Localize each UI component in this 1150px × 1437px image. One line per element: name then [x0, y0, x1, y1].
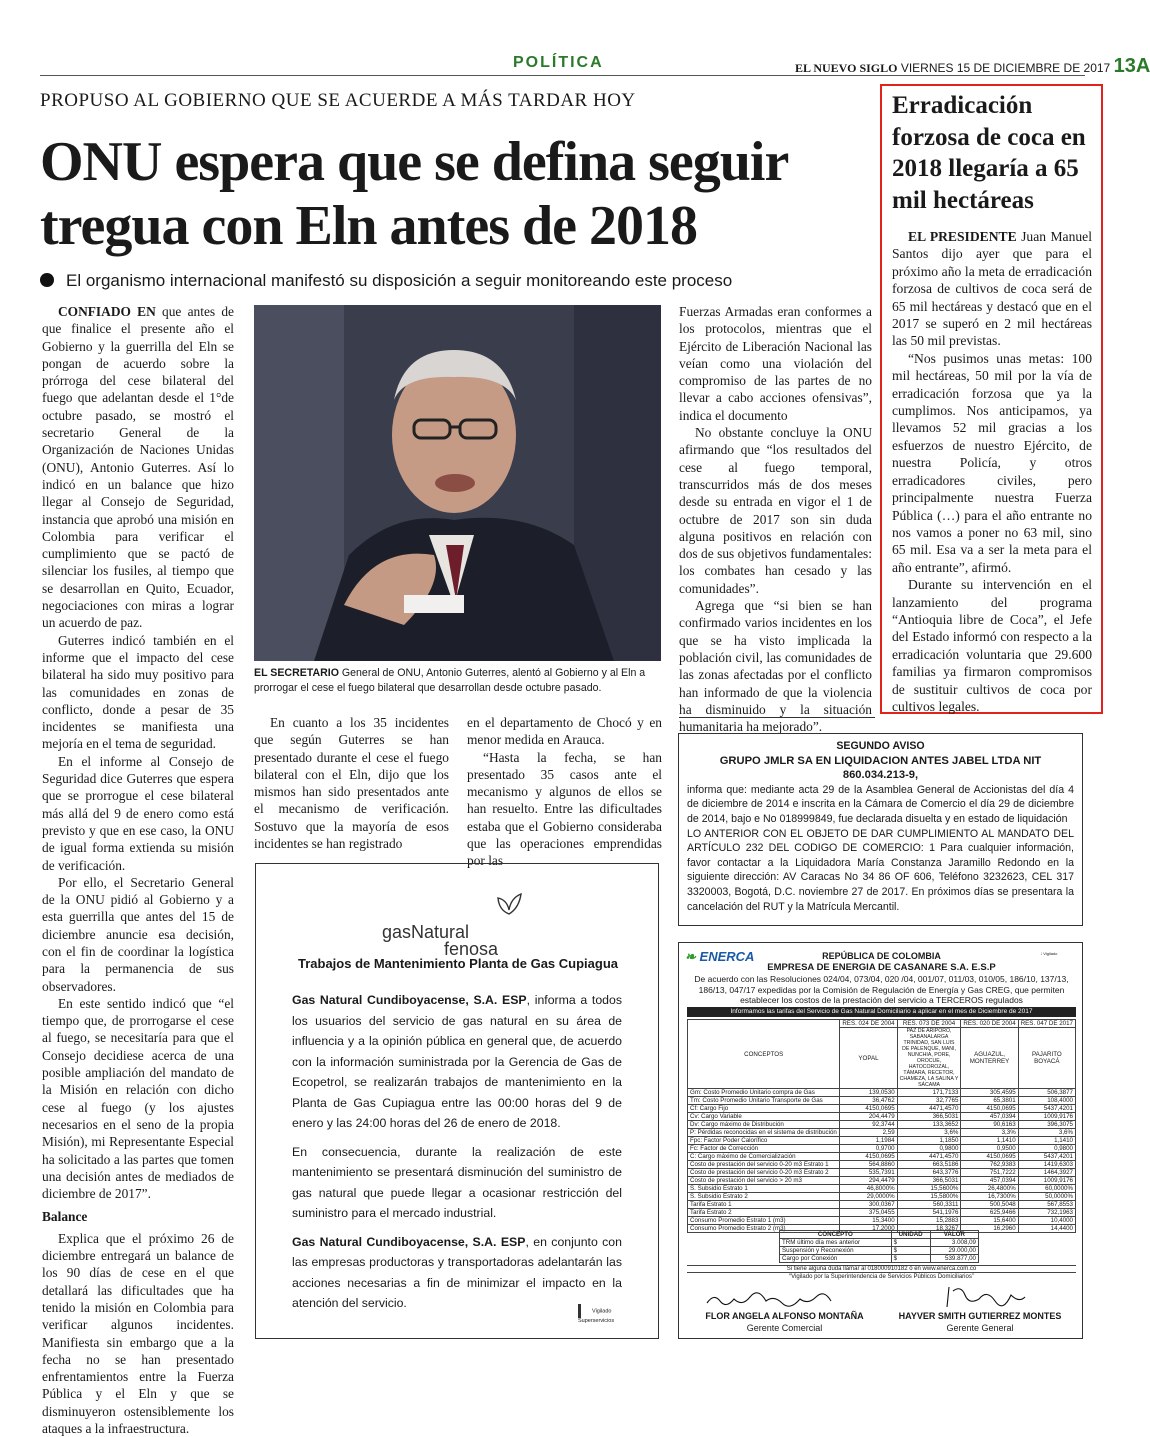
enerca-country: REPÚBLICA DE COLOMBIA [822, 951, 941, 961]
table-cell: 5437,4201 [1018, 1105, 1075, 1113]
table-row [688, 1097, 1076, 1105]
place-cell: YOPAL [840, 1028, 897, 1089]
table-cell: 15,5600% [897, 1185, 961, 1193]
table-cell: Cv: Cargo Variable [688, 1113, 840, 1121]
table-row [688, 1137, 1076, 1145]
table-cell: Consumo Promedio Estrato 2 (m3) [688, 1225, 840, 1233]
table-cell: 4471,4570 [897, 1153, 961, 1161]
table-cell: $ [891, 1239, 930, 1247]
table-cell: 539.877,00 [930, 1255, 978, 1263]
signer-2-name: HAYVER SMITH GUTIERREZ MONTES [898, 1311, 1062, 1321]
header-cell: CONCEPTO [780, 1231, 892, 1239]
paragraph: En este sentido indicó que “el tiempo que, de prorrogarse el cese al fuego, se necesitaría para que el Consejo decidiese acerca de una posible ampliación del mandato de la Misión en relación con dicho cese al fuego (y los ajustes necesarios en el seno de la propia Misión), mi Representante Especial ha solicitado a las partes que tomen una decisión antes de mediados de diciembre de 2017”. [42, 995, 234, 1202]
table-cell: 0,9500 [961, 1145, 1018, 1153]
butterfly-icon [495, 892, 523, 918]
table-cell: 36,4762 [840, 1097, 897, 1105]
table-cell: Fc: Factor de Corrección [688, 1145, 840, 1153]
notice-company: GRUPO JMLR SA EN LIQUIDACION ANTES JABEL LTDA NIT 860.034.213-9, [719, 754, 1042, 782]
table-row [688, 1209, 1076, 1217]
table-cell: 204,4479 [840, 1113, 897, 1121]
table-row [688, 1161, 1076, 1169]
table-cell: 396,3075 [1018, 1121, 1075, 1129]
table-cell: 1009,9176 [1018, 1177, 1075, 1185]
brand-line-2: fenosa [444, 939, 499, 959]
table-cell: 90,6163 [961, 1121, 1018, 1129]
photo-guterres [254, 305, 661, 661]
paragraph: En el informe al Consejo de Seguridad dice Guterres que espera que se prorrogue el cese bilateral más allá del 9 de enero como está previsto y que en ese caso, la ONU de igual forma extienda su misión de verificación. [42, 753, 234, 873]
table-cell: 3,6% [1018, 1129, 1075, 1137]
table-row [688, 1145, 1076, 1153]
header-cell: VALOR [930, 1231, 978, 1239]
paragraph: “Hasta la fecha, se han presentado 35 casos ante el mecanismo y algunos de ellos se han resuelto. Entre las dificultades estaba que el Gobierno consideraba que las operaciones emprendidas por las [467, 749, 662, 869]
table-cell: 294,4479 [840, 1177, 897, 1185]
table-cell: 732,1963 [1018, 1209, 1075, 1217]
article-column-3a [467, 714, 662, 870]
table-cell: 10,4000 [1018, 1217, 1075, 1225]
table-cell: Costo de prestación del servicio 0-20 m3 Estrato 2 [688, 1169, 840, 1177]
brand-line-1: gasNatural [382, 922, 470, 942]
table-cell: 1,1850 [897, 1137, 961, 1145]
deck-text: El organismo internacional manifestó su disposición a seguir monitoreando este proceso [66, 271, 733, 290]
table-row [688, 1169, 1076, 1177]
ad-paragraph: Gas Natural Cundiboyacense, S.A. ESP, en conjunto con las empresas productoras y transportadoras adelantarán las acciones necesarias a fin de minimizar el impacto en la atención del servicio. [292, 1234, 622, 1310]
enerca-company: EMPRESA DE ENERGIA DE CASANARE S.A. E.S.P [767, 962, 996, 973]
table-cell: 15,2883 [897, 1217, 961, 1225]
charges-body [780, 1239, 979, 1263]
charges-table [779, 1230, 979, 1263]
enerca-intro: De acuerdo con las Resoluciones 024/04, 073/04, 020 /04, 001/07, 011/03, 010/05, 186/10, 137/13, 186/13, 047/17 expedidas por la Comisión de Regulación de Energía y Gas CREG, que permiten establecer los costos de la prestación del servicio a TERCEROS regulados [694, 974, 1069, 1005]
bullet-icon [40, 273, 54, 287]
ad-paragraph: Gas Natural Cundiboyacense, S.A. ESP, informa a todos los usuarios del servicio de gas natural en su área de influencia y a la opinión pública en general que, de acuerdo con la información suministrada por la Gerencia de Gas de Ecopetrol, se realizarán trabajos de mantenimiento en la Planta de Gas Cupiagua entre las 00:00 horas del 9 de enero y las 24:00 horas del 26 de enero de 2018. [292, 993, 622, 1130]
gas-natural-logo [379, 892, 539, 959]
kicker: PROPUSO AL GOBIERNO QUE SE ACUERDE A MÁS TARDAR HOY [40, 90, 636, 111]
page-number: 13A [1113, 55, 1150, 77]
ad-body [292, 990, 622, 1314]
table-cell: 4150,0695 [961, 1105, 1018, 1113]
table-cell: 457,0394 [961, 1113, 1018, 1121]
paragraph: Guterres indicó también en el informe que el impacto del cese bilateral ha sido muy positivo para las comunidades en zonas de conflicto, donde a pesar de 35 incidentes se manifiesta una mejoría en el tema de seguridad. [42, 632, 234, 752]
table-cell: 18,3267 [897, 1225, 961, 1233]
table-cell: 32,7765 [897, 1097, 961, 1105]
paragraph: CONFIADO EN que antes de que finalice el presente año el Gobierno y la guerrilla del Eln se pongan de acuerdo sobre la prórroga del cese bilateral del fuego que adelantan desde el 1°de octubre pasado, se mostró el secretario General de la Organización de Naciones Unidas (ONU), Antonio Guterres. Así lo indicó en un balance que hizo llegar al Consejo de Seguridad, instancia que aprobó una misión en Colombia para verificar el cumplimiento que se pactó de silenciar los fusiles, al tiempo que se desarrollan en Quito, Ecuador, negociaciones con miras a lograr un acuerdo de paz. [42, 304, 235, 631]
table-cell: 1,1410 [961, 1137, 1018, 1145]
notice-body-2: LO ANTERIOR CON EL OBJETO DE DAR CUMPLIMIENTO AL MANDATO DEL ARTÍCULO 232 DEL CODIGO DE COMERCIO: 1 Para cualquier información, favor contactar a la Liquidadora María Constanza Jaramillo Redondo en la siguiente dirección: AV Caracas No 34 86 OF 606, Teléfono 3232623, CEL 317 3320003, Bogotá, D.C. noviembre 27 de 2017. En próximos días se presentara la cancelación del RUT y la Matrícula Mercantil. [687, 827, 1074, 913]
table-cell: Tarifa Estrato 1 [688, 1201, 840, 1209]
table-cell: 29,0000% [840, 1193, 897, 1201]
headline: ONU espera que se defina seguir tregua con Eln antes de 2018 [40, 131, 788, 257]
table-cell: Fpc: Factor Poder Calorífico [688, 1137, 840, 1145]
paper-name: EL NUEVO SIGLO [795, 61, 898, 75]
table-row [780, 1239, 979, 1247]
table-cell: 5437,4201 [1018, 1153, 1075, 1161]
table-row [688, 1113, 1076, 1121]
table-cell: TRM último día mes anterior [780, 1239, 892, 1247]
legal-notice [678, 733, 1083, 926]
header-cell: RES. 024 DE 2004 [840, 1020, 897, 1028]
table-cell: 564,8860 [840, 1161, 897, 1169]
table-cell: 375,0455 [840, 1209, 897, 1217]
header-cell: RES. 020 DE 2004 [961, 1020, 1018, 1028]
table-cell: 300,0367 [840, 1201, 897, 1209]
notice-title: SEGUNDO AVISO [836, 740, 925, 752]
table-cell: 1,1410 [1018, 1137, 1075, 1145]
table-cell: 26,4800% [961, 1185, 1018, 1193]
table-cell: Dv: Cargo máximo de Distribución [688, 1121, 840, 1129]
table-cell: 108,4000 [1018, 1097, 1075, 1105]
enerca-help: Si tiene alguna duda llámar al 018000910182 ó en www.enerca.com.co [687, 1265, 1076, 1273]
article-column-4 [679, 303, 872, 735]
paragraph: Explica que el próximo 26 de diciembre entregará un balance de los 90 días de cese en el que detallará las dificultades que ha tenido la misión en Colombia para verificar algunos incidentes. Manifiesta sin embargo que a la fecha no se han presentado enfrentamientos entre la Fuerza Pública y el Eln y que se disminuyeron ostensiblemente los ataques a la infraestructura. [42, 1230, 234, 1436]
table-cell: 305,4595 [961, 1089, 1018, 1097]
table-cell: $ [891, 1247, 930, 1255]
table-cell: 1464,3927 [1018, 1169, 1075, 1177]
ad-paragraph: En consecuencia, durante la realización de este mantenimiento se presentará disminución del suministro de gas natural que puede llegar a ocasionar restricción del suministro para el mercado industrial. [292, 1144, 622, 1220]
table-cell: 46,8000% [840, 1185, 897, 1193]
article-column-2 [254, 714, 449, 852]
photo-illustration [254, 305, 661, 661]
table-row [688, 1089, 1076, 1097]
gas-natural-ad [255, 863, 659, 1339]
enerca-vigilado: “Vigilado por la Superintendencia de Servicios Públicos Domiciliarios” [789, 1274, 974, 1280]
table-cell: 171,7133 [897, 1089, 961, 1097]
header-cell: RES. 047 DE 2017 [1018, 1020, 1075, 1028]
ad-title: Trabajos de Mantenimiento Planta de Gas Cupiagua [297, 956, 618, 971]
table-cell: 1419,6303 [1018, 1161, 1075, 1169]
table-cell: 457,0394 [961, 1177, 1018, 1185]
table-cell: P: Pérdidas reconocidas en el sistema de distribución [688, 1129, 840, 1137]
table-cell: 0,9700 [840, 1145, 897, 1153]
signer-1-role: Gerente Comercial [746, 1323, 823, 1333]
table-cell: 92,3744 [840, 1121, 897, 1129]
table-cell: 535,7391 [840, 1169, 897, 1177]
table-cell: 366,5031 [897, 1113, 961, 1121]
table-cell: Costo de prestación del servicio 0-20 m3 Estrato 1 [688, 1161, 840, 1169]
table-cell: 4150,0695 [840, 1153, 897, 1161]
paragraph: en el departamento de Chocó y en menor medida en Arauca. [467, 715, 662, 748]
table-cell: S. Subsidio Estrato 2 [688, 1193, 840, 1201]
vigilado-mini: ⁞ Vigilado [1041, 951, 1058, 956]
table-cell: 2,59 [840, 1129, 897, 1137]
header-cell: UNIDAD [891, 1231, 930, 1239]
table-cell: 139,0530 [840, 1089, 897, 1097]
header-cell: CONCEPTOS [688, 1020, 840, 1089]
table-cell: 4471,4570 [897, 1105, 961, 1113]
table-cell: Gm: Costo Promedio Unitario compra de Gas [688, 1089, 840, 1097]
table-cell: Tarifa Estrato 2 [688, 1209, 840, 1217]
tariff-body [688, 1089, 1076, 1233]
table-cell: 50,0000% [1018, 1193, 1075, 1201]
table-row [688, 1201, 1076, 1209]
place-cell: PAZ DE ARIPORO, SABANALARGA TRINIDAD, SAN LUIS DE PALENQUE, MANI, NUNCHIA, PORE, OROCUE, HATOCOROZAL, TÁMARA, RECETOR, CHAMEZA, LA SALINA Y SÁCAMA [897, 1028, 961, 1089]
table-row [688, 1105, 1076, 1113]
photo-caption: EL SECRETARIO General de ONU, Antonio Guterres, alentó al Gobierno y al Eln a prorrogar el cese el fuego bilateral que desarrollan desde octubre pasado. [254, 667, 646, 694]
enerca-logo: ❧ ENERCA [685, 949, 755, 964]
paragraph: “Nos pusimos unas metas: 100 mil hectáreas, 50 mil por la vía de erradicación forzosa que ya la cumplimos. Nos anticipamos, ya llevamos 52 mil gracias a los esfuerzos de nuestro Ejército, de nuestra Policía, y otros erradicadores civiles, pero principalmente nuestra Fuerza Pública (…) para el año entrante no nos vamos a poner no 63 mil, sino 65 mil. Esa va a ser la meta para el año entrante”, afirmó. [892, 350, 1092, 575]
table-row [780, 1255, 979, 1263]
table-cell: 500,5048 [961, 1201, 1018, 1209]
table-cell: 643,3776 [897, 1169, 961, 1177]
table-cell: 14,4400 [1018, 1225, 1075, 1233]
paragraph: EL PRESIDENTE Juan Manuel Santos dijo ayer que para el próximo año la meta de erradicación forzosa de cultivos de coca será de 65 mil hectáreas y destacó que en el 2017 se superó en 2 mil hectáreas las 50 mil previstas. [892, 229, 1092, 349]
table-cell: C: Cargo máximo de Comercialización [688, 1153, 840, 1161]
table-cell: 15,6400 [961, 1217, 1018, 1225]
table-cell: 15,5800% [897, 1193, 961, 1201]
issue-date: VIERNES 15 DE DICIEMBRE DE 2017 [900, 61, 1111, 75]
signer-2-role: Gerente General [946, 1323, 1014, 1333]
table-row [688, 1129, 1076, 1137]
table-cell: 366,5031 [897, 1177, 961, 1185]
table-cell: Cf: Cargo Fijo [688, 1105, 840, 1113]
paragraph: Durante su intervención en el lanzamiento del programa “Antioquia libre de Coca”, el Jefe del Estado informó con respecto a la erradicación voluntaria que 29.600 familias ya firmaron compromisos de sustituir cultivos de coca por cultivos legales. [892, 577, 1092, 714]
table-cell: 560,3311 [897, 1201, 961, 1209]
paragraph: No obstante concluye la ONU afirmando que “los resultados del cese al fuego temporal, transcurridos más de dos meses desde su entrada en vigor el 1 de octubre de 2017 son sin duda alguna positivos en relación con dos de sus objetivos fundamentales: los combates han cesado y las comunidades”. [679, 425, 872, 596]
signature-1 [704, 1289, 834, 1311]
table-cell: Suspensión y Reconexión [780, 1247, 892, 1255]
table-cell: 541,1976 [897, 1209, 961, 1217]
signature-2 [939, 1283, 1029, 1311]
table-cell: 3,6% [897, 1129, 961, 1137]
table-row [688, 1185, 1076, 1193]
table-cell: 663,5186 [897, 1161, 961, 1169]
paragraph: Agrega que “si bien se han confirmado varios incidentes en los que se ha visto implicada la población civil, las comunidades de las zonas afectadas por el conflicto han informado de que la violencia ha disminuido y la situación humanitaria ha mejorado”. [679, 598, 872, 735]
table-cell: 133,3652 [897, 1121, 961, 1129]
table-cell: $ [891, 1255, 930, 1263]
table-row [688, 1217, 1076, 1225]
table-cell: Cargo por Conexión [780, 1255, 892, 1263]
table-cell: 29.000,00 [930, 1247, 978, 1255]
table-cell: 3.008,09 [930, 1239, 978, 1247]
sidebar-body [892, 228, 1092, 715]
table-cell: 16,2960 [961, 1225, 1018, 1233]
paragraph: Por ello, el Secretario General de la ONU pidió al Gobierno y a esta guerrilla que antes del 15 de diciembre anuncie esa decisión, con el fin de coordinar la logística para la permanencia de sus observadores. [42, 874, 234, 994]
deck [40, 271, 732, 291]
table-cell: 65,3801 [961, 1097, 1018, 1105]
table-cell: 4150,0695 [961, 1153, 1018, 1161]
table-row [688, 1153, 1076, 1161]
divider [679, 717, 875, 718]
table-cell: 0,9800 [1018, 1145, 1075, 1153]
table-cell: 4150,0695 [840, 1105, 897, 1113]
table-cell: 3,3% [961, 1129, 1018, 1137]
table-cell: Consumo Promedio Estrato 1 (m3) [688, 1217, 840, 1225]
table-row [688, 1193, 1076, 1201]
table-row [688, 1121, 1076, 1129]
table-row [688, 1177, 1076, 1185]
sidebar-title: Erradicación forzosa de coca en 2018 llegaría a 65 mil hectáreas [892, 92, 1086, 214]
table-cell: 625,9466 [961, 1209, 1018, 1217]
header-rule [40, 75, 1085, 76]
article-column-1 [42, 303, 234, 1437]
subhead: Balance [42, 1209, 88, 1225]
enerca-ad [678, 942, 1083, 1339]
enerca-leaf-icon: ❧ [685, 949, 696, 964]
tariff-bar: Informamos las tarifas del Servicio de Gas Natural Domiciliario a aplicar en el mes de Diciembre de 2017 [687, 1007, 1076, 1017]
table-cell: 15,3400 [840, 1217, 897, 1225]
table-cell: S. Subsidio Estrato 1 [688, 1185, 840, 1193]
table-cell: 751,7222 [961, 1169, 1018, 1177]
section-label: POLÍTICA [513, 54, 604, 71]
table-cell: 16,7300% [961, 1193, 1018, 1201]
table-cell: 17,2000 [840, 1225, 897, 1233]
table-cell: 1,1984 [840, 1137, 897, 1145]
paragraph: Fuerzas Armadas eran conformes a los protocolos, mientras que el Ejército de Liberación Nacional las veían como una violación del compromiso de las partes de no llevar a cabo acciones ofensivas”, indica el documento [679, 304, 872, 423]
place-cell: PAJARITO BOYACÁ [1018, 1028, 1075, 1089]
table-cell: 762,9383 [961, 1161, 1018, 1169]
table-cell: 60,0000% [1018, 1185, 1075, 1193]
table-cell: 0,9800 [897, 1145, 961, 1153]
place-cell: AGUAZUL, MONTERREY [961, 1028, 1018, 1089]
table-cell: 1009,9176 [1018, 1113, 1075, 1121]
signer-1-name: FLOR ANGELA ALFONSO MONTAÑA [705, 1311, 864, 1321]
table-cell: 506,3877 [1018, 1089, 1075, 1097]
notice-body: informa que: mediante acta 29 de la Asamblea General de Accionistas del día 4 de diciembre de 2014 e inscrita en la Cámara de Comercio el día 29 de diciembre de 2014, bajo e No 018999849, fue declarada disuelta y en estado de liquidación [687, 783, 1074, 825]
table-cell: Tm: Costo Promedio Unitario Transporte de Gas [688, 1097, 840, 1105]
vigilado-badge: Vigilado Superservicios [578, 1304, 638, 1324]
vigilado-icon [578, 1304, 589, 1318]
table-cell: 567,8553 [1018, 1201, 1075, 1209]
table-row [780, 1247, 979, 1255]
table-cell: Costo de prestación del servicio > 20 m3 [688, 1177, 840, 1185]
header-cell: RES. 073 DE 2004 [897, 1020, 961, 1028]
paragraph: En cuanto a los 35 incidentes que según Guterres se han presentado durante el cese el fuego bilateral con el Eln, dijo que los mismos han sido presentados ante el mecanismo de verificación. Sostuvo que la mayoría de esos incidentes se han registrado [254, 715, 449, 852]
tariff-table [687, 1019, 1076, 1233]
